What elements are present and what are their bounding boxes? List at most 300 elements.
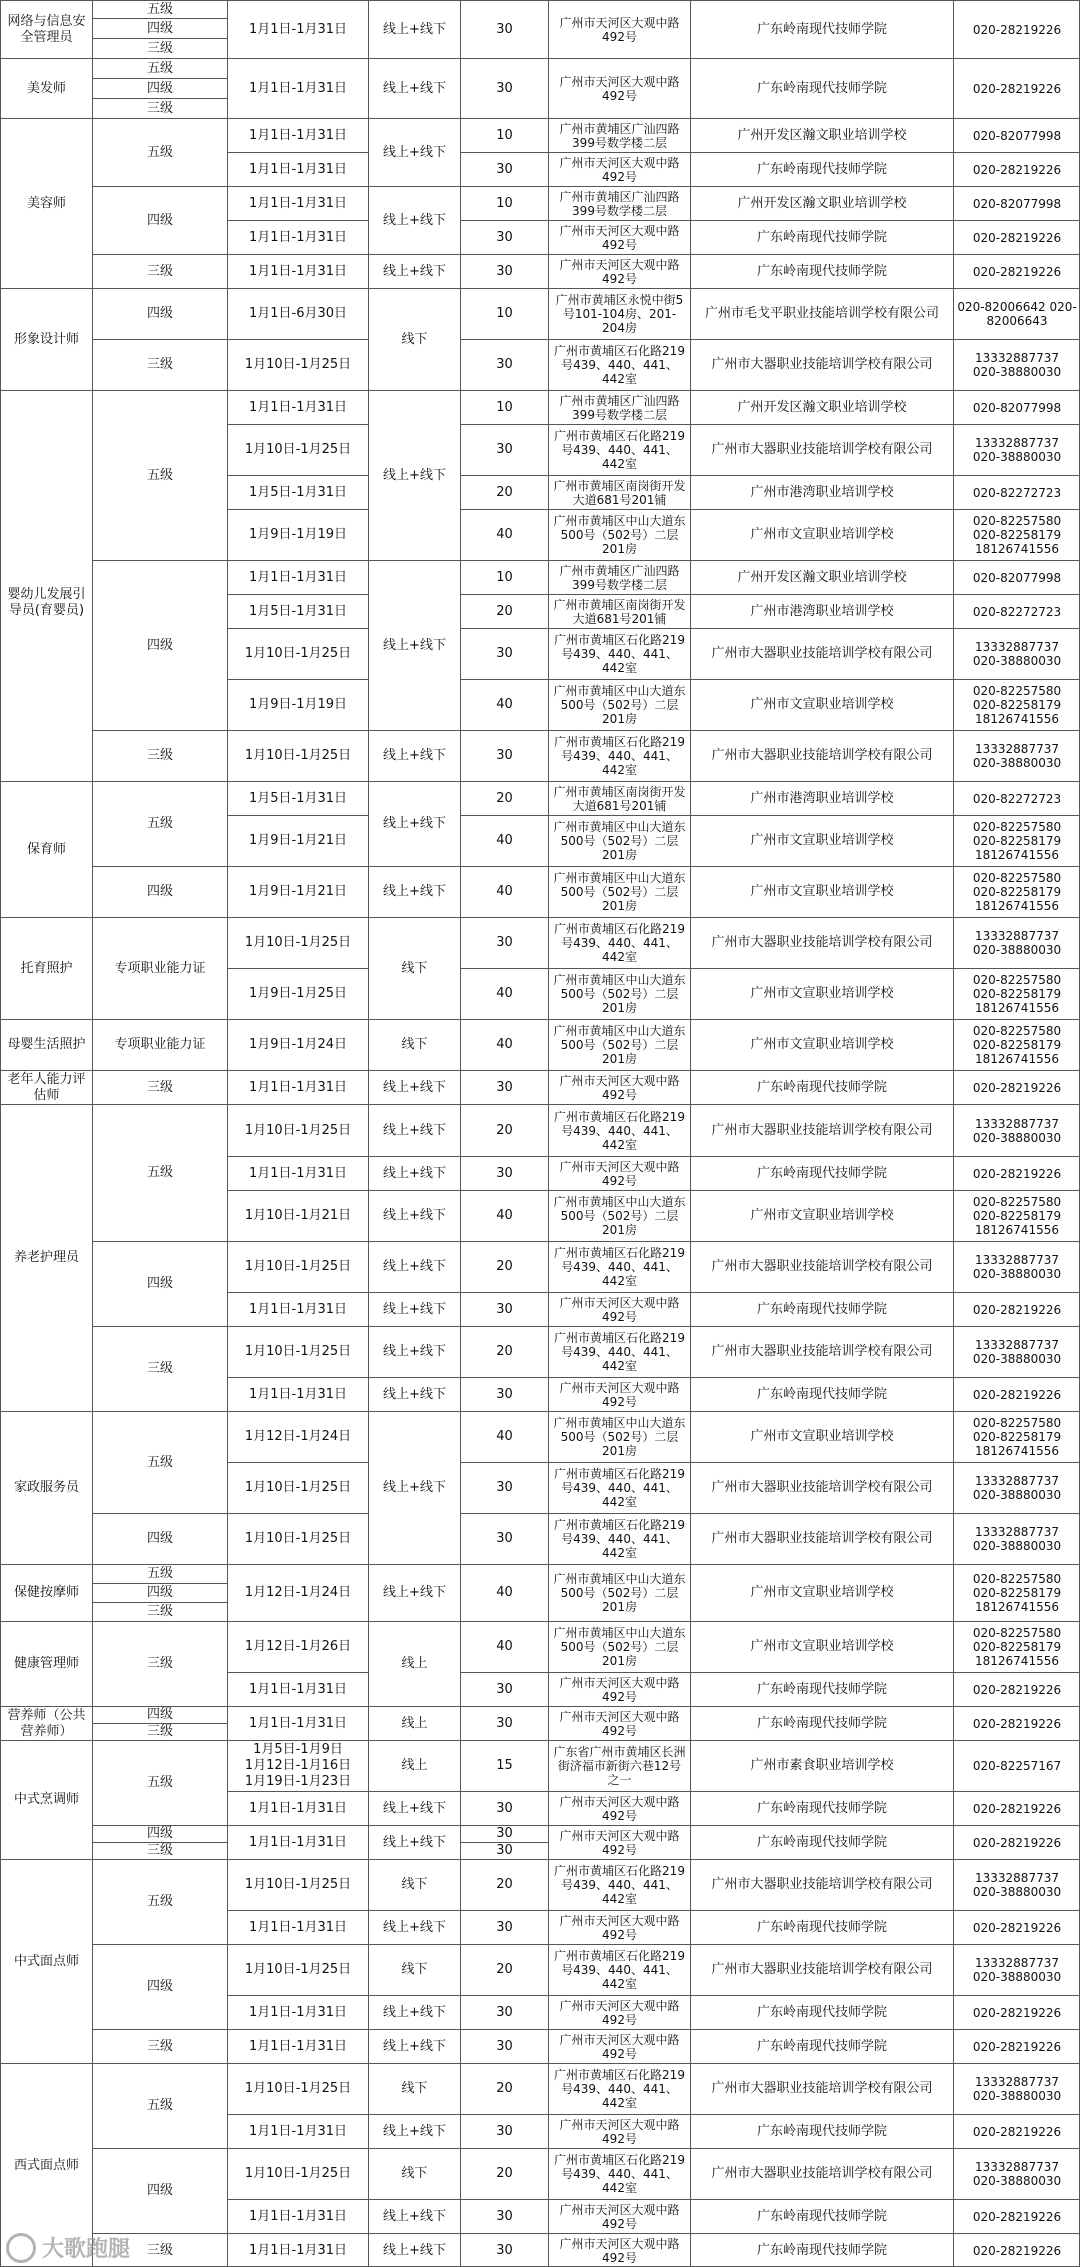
- level-cell: 三级: [92, 1621, 227, 1706]
- phone-cell: 020-82257580 020-82258179 18126741556: [953, 509, 1080, 560]
- training-mode-cell: 线上+线下: [368, 1326, 460, 1377]
- address-cell: 广州市黄埔区石化路219号439、440、441、442室: [548, 1944, 690, 1995]
- phone-cell: 13332887737 020-38880030: [953, 1104, 1080, 1156]
- address-cell: 广州市黄埔区石化路219号439、440、441、442室: [548, 628, 690, 679]
- institution-cell: 广州市大器职业技能培训学校有限公司: [690, 2148, 953, 2199]
- level-cell: 五级: [92, 118, 227, 186]
- institution-cell: 广东岭南现代技师学院: [690, 1706, 953, 1740]
- institution-cell: 广州市大器职业技能培训学校有限公司: [690, 1513, 953, 1564]
- training-period-cell: 1月1日-1月31日: [227, 1825, 368, 1859]
- training-period-cell: 1月10日-1月25日: [227, 730, 368, 781]
- training-period-cell: 1月10日-1月25日: [227, 339, 368, 390]
- class-size-cell: 30: [460, 220, 548, 254]
- occupation-cell: 营养师（公共营养师）: [0, 1706, 92, 1740]
- institution-cell: 广州市文宣职业培训学校: [690, 1019, 953, 1070]
- level-cell: 三级: [92, 1723, 227, 1740]
- class-size-cell: 10: [460, 560, 548, 594]
- level-cell: 专项职业能力证: [92, 917, 227, 1019]
- phone-cell: 020-28219226: [953, 2233, 1080, 2267]
- phone-cell: 020-28219226: [953, 2029, 1080, 2063]
- training-mode-cell: 线上+线下: [368, 0, 460, 58]
- training-mode-cell: 线下: [368, 1019, 460, 1070]
- level-cell: 四级: [92, 560, 227, 730]
- training-period-cell: 1月9日-1月24日: [227, 1019, 368, 1070]
- phone-cell: 13332887737 020-38880030: [953, 1326, 1080, 1377]
- class-size-cell: 30: [460, 1791, 548, 1825]
- training-period-cell: 1月1日-1月31日: [227, 1377, 368, 1411]
- level-cell: 四级: [92, 1241, 227, 1326]
- level-cell: 专项职业能力证: [92, 1019, 227, 1070]
- level-cell: 三级: [92, 339, 227, 390]
- address-cell: 广州市天河区大观中路492号: [548, 220, 690, 254]
- class-size-cell: 30: [460, 2199, 548, 2233]
- level-cell: 三级: [92, 254, 227, 288]
- training-mode-cell: 线上: [368, 1706, 460, 1740]
- training-period-cell: 1月1日-1月31日: [227, 1292, 368, 1326]
- class-size-cell: 30: [460, 0, 548, 58]
- class-size-cell: 30: [460, 1292, 548, 1326]
- institution-cell: 广州开发区瀚文职业培训学校: [690, 390, 953, 424]
- training-mode-cell: 线上: [368, 1740, 460, 1791]
- phone-cell: 020-28219226: [953, 1791, 1080, 1825]
- address-cell: 广州市黄埔区中山大道东500号（502号）二层201房: [548, 968, 690, 1019]
- training-period-cell: 1月10日-1月25日: [227, 1326, 368, 1377]
- training-period-cell: 1月10日-1月25日: [227, 1513, 368, 1564]
- address-cell: 广州市天河区大观中路492号: [548, 2199, 690, 2233]
- training-period-cell: 1月1日-1月31日: [227, 254, 368, 288]
- address-cell: 广州市黄埔区石化路219号439、440、441、442室: [548, 1326, 690, 1377]
- training-period-cell: 1月1日-1月31日: [227, 560, 368, 594]
- training-mode-cell: 线下: [368, 917, 460, 1019]
- training-period-cell: 1月1日-1月31日: [227, 0, 368, 58]
- phone-cell: 020-82077998: [953, 560, 1080, 594]
- address-cell: 广州市黄埔区中山大道东500号（502号）二层201房: [548, 1564, 690, 1621]
- address-cell: 广州市黄埔区中山大道东500号（502号）二层201房: [548, 815, 690, 866]
- level-cell: 四级: [92, 1944, 227, 2029]
- training-period-cell: 1月10日-1月25日: [227, 1859, 368, 1910]
- phone-cell: 020-82272723: [953, 594, 1080, 628]
- training-mode-cell: 线上+线下: [368, 866, 460, 917]
- phone-cell: 13332887737 020-38880030: [953, 339, 1080, 390]
- training-mode-cell: 线上+线下: [368, 118, 460, 186]
- training-mode-cell: 线上+线下: [368, 1070, 460, 1104]
- phone-cell: 020-82257580 020-82258179 18126741556: [953, 1411, 1080, 1462]
- phone-cell: 020-82257580 020-82258179 18126741556: [953, 1621, 1080, 1672]
- institution-cell: 广东岭南现代技师学院: [690, 220, 953, 254]
- phone-cell: 020-28219226: [953, 152, 1080, 186]
- class-size-cell: 40: [460, 1019, 548, 1070]
- training-period-cell: 1月1日-1月31日: [227, 1070, 368, 1104]
- level-cell: 三级: [92, 2233, 227, 2267]
- address-cell: 广州市天河区大观中路492号: [548, 1825, 690, 1859]
- address-cell: 广州市黄埔区中山大道东500号（502号）二层201房: [548, 866, 690, 917]
- phone-cell: 020-28219226: [953, 0, 1080, 58]
- class-size-cell: 30: [460, 339, 548, 390]
- training-period-cell: 1月10日-1月25日: [227, 1944, 368, 1995]
- class-size-cell: 30: [460, 2114, 548, 2148]
- training-period-cell: 1月1日-1月31日: [227, 118, 368, 152]
- address-cell: 广州市黄埔区中山大道东500号（502号）二层201房: [548, 679, 690, 730]
- occupation-cell: 托育照护: [0, 917, 92, 1019]
- occupation-cell: 老年人能力评估师: [0, 1070, 92, 1104]
- level-cell: 五级: [92, 1740, 227, 1825]
- training-period-cell: 1月1日-1月31日: [227, 2233, 368, 2267]
- institution-cell: 广州市大器职业技能培训学校有限公司: [690, 1104, 953, 1156]
- institution-cell: 广东岭南现代技师学院: [690, 1377, 953, 1411]
- training-period-cell: 1月10日-1月25日: [227, 424, 368, 475]
- training-period-cell: 1月10日-1月25日: [227, 1241, 368, 1292]
- training-mode-cell: 线下: [368, 288, 460, 390]
- training-mode-cell: 线上+线下: [368, 390, 460, 560]
- address-cell: 广州市黄埔区广汕四路399号数学楼二层: [548, 118, 690, 152]
- address-cell: 广州市黄埔区石化路219号439、440、441、442室: [548, 1462, 690, 1513]
- training-mode-cell: 线上+线下: [368, 560, 460, 730]
- level-cell: 五级: [92, 0, 227, 18]
- training-period-cell: 1月10日-1月25日: [227, 628, 368, 679]
- class-size-cell: 40: [460, 1411, 548, 1462]
- class-size-cell: 30: [460, 1910, 548, 1944]
- institution-cell: 广东岭南现代技师学院: [690, 2233, 953, 2267]
- training-period-cell: 1月10日-1月25日: [227, 2063, 368, 2114]
- training-mode-cell: 线上+线下: [368, 1190, 460, 1241]
- institution-cell: 广东岭南现代技师学院: [690, 1995, 953, 2029]
- phone-cell: 020-82257580 020-82258179 18126741556: [953, 679, 1080, 730]
- class-size-cell: 30: [460, 1070, 548, 1104]
- training-mode-cell: 线上+线下: [368, 730, 460, 781]
- phone-cell: 13332887737 020-38880030: [953, 1241, 1080, 1292]
- training-mode-cell: 线上+线下: [368, 1377, 460, 1411]
- class-size-cell: 40: [460, 1621, 548, 1672]
- class-size-cell: 30: [460, 1995, 548, 2029]
- occupation-cell: 保健按摩师: [0, 1564, 92, 1621]
- occupation-cell: 健康管理师: [0, 1621, 92, 1706]
- institution-cell: 广东岭南现代技师学院: [690, 0, 953, 58]
- level-cell: 三级: [92, 1842, 227, 1859]
- institution-cell: 广州市大器职业技能培训学校有限公司: [690, 1944, 953, 1995]
- address-cell: 广州市天河区大观中路492号: [548, 1156, 690, 1190]
- institution-cell: 广州市文宣职业培训学校: [690, 1621, 953, 1672]
- level-cell: 四级: [92, 1583, 227, 1602]
- level-cell: 四级: [92, 288, 227, 339]
- class-size-cell: 20: [460, 2148, 548, 2199]
- training-period-cell: 1月1日-1月31日: [227, 1791, 368, 1825]
- address-cell: 广州市黄埔区中山大道东500号（502号）二层201房: [548, 1411, 690, 1462]
- institution-cell: 广东岭南现代技师学院: [690, 254, 953, 288]
- phone-cell: 020-28219226: [953, 254, 1080, 288]
- address-cell: 广州市黄埔区南岗街开发大道681号201铺: [548, 594, 690, 628]
- institution-cell: 广东岭南现代技师学院: [690, 152, 953, 186]
- address-cell: 广州市黄埔区石化路219号439、440、441、442室: [548, 339, 690, 390]
- occupation-cell: 形象设计师: [0, 288, 92, 390]
- training-period-cell: 1月9日-1月21日: [227, 815, 368, 866]
- level-cell: 四级: [92, 186, 227, 254]
- training-period-cell: 1月1日-1月31日: [227, 2114, 368, 2148]
- training-mode-cell: 线上: [368, 1621, 460, 1706]
- level-cell: 四级: [92, 1513, 227, 1564]
- training-mode-cell: 线上+线下: [368, 1411, 460, 1564]
- institution-cell: 广州市港湾职业培训学校: [690, 594, 953, 628]
- level-cell: 四级: [92, 866, 227, 917]
- institution-cell: 广东岭南现代技师学院: [690, 2029, 953, 2063]
- address-cell: 广州市黄埔区广汕四路399号数学楼二层: [548, 186, 690, 220]
- class-size-cell: 40: [460, 815, 548, 866]
- institution-cell: 广州市大器职业技能培训学校有限公司: [690, 917, 953, 968]
- occupation-cell: 中式面点师: [0, 1859, 92, 2063]
- occupation-cell: 西式面点师: [0, 2063, 92, 2267]
- phone-cell: 020-82077998: [953, 390, 1080, 424]
- institution-cell: 广东岭南现代技师学院: [690, 1672, 953, 1706]
- training-mode-cell: 线上+线下: [368, 186, 460, 254]
- training-mode-cell: 线上+线下: [368, 1156, 460, 1190]
- occupation-cell: 网络与信息安全管理员: [0, 0, 92, 58]
- address-cell: 广州市黄埔区石化路219号439、440、441、442室: [548, 424, 690, 475]
- address-cell: 广州市黄埔区永悦中街5号101-104房、201-204房: [548, 288, 690, 339]
- training-period-cell: 1月9日-1月25日: [227, 968, 368, 1019]
- class-size-cell: 30: [460, 424, 548, 475]
- phone-cell: 020-28219226: [953, 1995, 1080, 2029]
- training-period-cell: 1月1日-1月31日: [227, 58, 368, 118]
- phone-cell: 020-82006642 020-82006643: [953, 288, 1080, 339]
- class-size-cell: 20: [460, 1944, 548, 1995]
- address-cell: 广州市黄埔区中山大道东500号（502号）二层201房: [548, 1621, 690, 1672]
- institution-cell: 广州市大器职业技能培训学校有限公司: [690, 1462, 953, 1513]
- training-period-cell: 1月9日-1月21日: [227, 866, 368, 917]
- class-size-cell: 10: [460, 288, 548, 339]
- phone-cell: 020-82257580 020-82258179 18126741556: [953, 1564, 1080, 1621]
- address-cell: 广州市黄埔区中山大道东500号（502号）二层201房: [548, 1019, 690, 1070]
- phone-cell: 020-82257167: [953, 1740, 1080, 1791]
- level-cell: 五级: [92, 1104, 227, 1241]
- training-mode-cell: 线上+线下: [368, 1825, 460, 1859]
- address-cell: 广州市黄埔区南岗街开发大道681号201铺: [548, 475, 690, 509]
- phone-cell: 020-28219226: [953, 1377, 1080, 1411]
- training-period-cell: 1月5日-1月31日: [227, 475, 368, 509]
- training-period-cell: 1月1日-6月30日: [227, 288, 368, 339]
- training-mode-cell: 线上+线下: [368, 254, 460, 288]
- phone-cell: 020-82077998: [953, 186, 1080, 220]
- phone-cell: 13332887737 020-38880030: [953, 2063, 1080, 2114]
- class-size-cell: 30: [460, 2233, 548, 2267]
- address-cell: 广州市天河区大观中路492号: [548, 2029, 690, 2063]
- level-cell: 三级: [92, 98, 227, 118]
- training-period-cell: 1月1日-1月31日: [227, 152, 368, 186]
- training-mode-cell: 线下: [368, 1859, 460, 1910]
- phone-cell: 020-28219226: [953, 1070, 1080, 1104]
- level-cell: 四级: [92, 18, 227, 38]
- institution-cell: 广州市文宣职业培训学校: [690, 679, 953, 730]
- swirl-logo-icon: [6, 2233, 36, 2263]
- training-mode-cell: 线上+线下: [368, 781, 460, 866]
- training-period-cell: 1月10日-1月25日: [227, 2148, 368, 2199]
- phone-cell: 13332887737 020-38880030: [953, 628, 1080, 679]
- address-cell: 广州市天河区大观中路492号: [548, 254, 690, 288]
- class-size-cell: 40: [460, 1190, 548, 1241]
- training-mode-cell: 线上+线下: [368, 1910, 460, 1944]
- institution-cell: 广州市文宣职业培训学校: [690, 968, 953, 1019]
- address-cell: 广州市天河区大观中路492号: [548, 152, 690, 186]
- class-size-cell: 10: [460, 118, 548, 152]
- class-size-cell: 30: [460, 152, 548, 186]
- address-cell: 广州市天河区大观中路492号: [548, 1377, 690, 1411]
- institution-cell: 广州市港湾职业培训学校: [690, 475, 953, 509]
- level-cell: 五级: [92, 1411, 227, 1513]
- address-cell: 广州市黄埔区石化路219号439、440、441、442室: [548, 1513, 690, 1564]
- institution-cell: 广东岭南现代技师学院: [690, 58, 953, 118]
- address-cell: 广州市天河区大观中路492号: [548, 1995, 690, 2029]
- address-cell: 广州市黄埔区石化路219号439、440、441、442室: [548, 2063, 690, 2114]
- class-size-cell: 30: [460, 1513, 548, 1564]
- class-size-cell: 20: [460, 2063, 548, 2114]
- training-period-cell: 1月9日-1月19日: [227, 679, 368, 730]
- institution-cell: 广州市港湾职业培训学校: [690, 781, 953, 815]
- training-mode-cell: 线下: [368, 2063, 460, 2114]
- watermark: [6, 2232, 130, 2263]
- class-size-cell: 20: [460, 1326, 548, 1377]
- phone-cell: 020-28219226: [953, 2199, 1080, 2233]
- training-period-cell: 1月1日-1月31日: [227, 1995, 368, 2029]
- level-cell: 四级: [92, 2148, 227, 2233]
- phone-cell: 020-82257580 020-82258179 18126741556: [953, 1190, 1080, 1241]
- institution-cell: 广州开发区瀚文职业培训学校: [690, 560, 953, 594]
- class-size-cell: 20: [460, 1859, 548, 1910]
- phone-cell: 13332887737 020-38880030: [953, 2148, 1080, 2199]
- class-size-cell: 30: [460, 1156, 548, 1190]
- training-mode-cell: 线上+线下: [368, 2233, 460, 2267]
- phone-cell: 13332887737 020-38880030: [953, 1944, 1080, 1995]
- class-size-cell: 30: [460, 1462, 548, 1513]
- institution-cell: 广州市大器职业技能培训学校有限公司: [690, 1241, 953, 1292]
- institution-cell: 广州市大器职业技能培训学校有限公司: [690, 339, 953, 390]
- address-cell: 广州市天河区大观中路492号: [548, 2233, 690, 2267]
- phone-cell: 13332887737 020-38880030: [953, 1513, 1080, 1564]
- occupation-cell: 美发师: [0, 58, 92, 118]
- training-period-cell: 1月9日-1月19日: [227, 509, 368, 560]
- phone-cell: 13332887737 020-38880030: [953, 424, 1080, 475]
- class-size-cell: 30: [460, 1842, 548, 1859]
- level-cell: 四级: [92, 78, 227, 98]
- occupation-cell: 保育师: [0, 781, 92, 917]
- class-size-cell: 30: [460, 1672, 548, 1706]
- training-period-cell: 1月1日-1月31日: [227, 2029, 368, 2063]
- institution-cell: 广州市素食职业培训学校: [690, 1740, 953, 1791]
- class-size-cell: 30: [460, 628, 548, 679]
- class-size-cell: 20: [460, 594, 548, 628]
- phone-cell: 020-28219226: [953, 1825, 1080, 1859]
- class-size-cell: 20: [460, 1241, 548, 1292]
- phone-cell: 13332887737 020-38880030: [953, 917, 1080, 968]
- address-cell: 广州市天河区大观中路492号: [548, 1070, 690, 1104]
- class-size-cell: 20: [460, 781, 548, 815]
- address-cell: 广州市天河区大观中路492号: [548, 2114, 690, 2148]
- institution-cell: 广东岭南现代技师学院: [690, 1791, 953, 1825]
- class-size-cell: 30: [460, 917, 548, 968]
- training-period-cell: 1月10日-1月25日: [227, 1104, 368, 1156]
- training-period-cell: 1月10日-1月25日: [227, 1462, 368, 1513]
- occupation-cell: 婴幼儿发展引导员(育婴员): [0, 390, 92, 815]
- watermark-text: 大歌跑腿: [42, 2237, 131, 2262]
- address-cell: 广州市黄埔区中山大道东500号（502号）二层201房: [548, 1190, 690, 1241]
- level-cell: 五级: [92, 1859, 227, 1944]
- address-cell: 广州市黄埔区石化路219号439、440、441、442室: [548, 1104, 690, 1156]
- phone-cell: 13332887737 020-38880030: [953, 1859, 1080, 1910]
- training-mode-cell: 线上+线下: [368, 58, 460, 118]
- occupation-cell: 美容师: [0, 118, 92, 288]
- phone-cell: 020-28219226: [953, 1156, 1080, 1190]
- phone-cell: 020-82257580 020-82258179 18126741556: [953, 968, 1080, 1019]
- training-mode-cell: 线上+线下: [368, 1241, 460, 1292]
- institution-cell: 广州市文宣职业培训学校: [690, 1564, 953, 1621]
- phone-cell: 020-28219226: [953, 220, 1080, 254]
- level-cell: 四级: [92, 1706, 227, 1723]
- address-cell: 广州市黄埔区石化路219号439、440、441、442室: [548, 2148, 690, 2199]
- training-period-cell: 1月1日-1月31日: [227, 186, 368, 220]
- institution-cell: 广东岭南现代技师学院: [690, 2199, 953, 2233]
- training-period-cell: 1月1日-1月31日: [227, 1910, 368, 1944]
- level-cell: 五级: [92, 781, 227, 866]
- address-cell: 广州市天河区大观中路492号: [548, 1672, 690, 1706]
- phone-cell: 020-82257580 020-82258179 18126741556: [953, 815, 1080, 866]
- training-mode-cell: 线上+线下: [368, 1104, 460, 1156]
- training-period-cell: 1月1日-1月31日: [227, 1156, 368, 1190]
- institution-cell: 广东岭南现代技师学院: [690, 1825, 953, 1859]
- address-cell: 广州市黄埔区广汕四路399号数学楼二层: [548, 390, 690, 424]
- training-period-cell: 1月12日-1月26日: [227, 1621, 368, 1672]
- training-mode-cell: 线上+线下: [368, 1292, 460, 1326]
- class-size-cell: 30: [460, 730, 548, 781]
- class-size-cell: 30: [460, 2029, 548, 2063]
- class-size-cell: 40: [460, 509, 548, 560]
- institution-cell: 广州开发区瀚文职业培训学校: [690, 118, 953, 152]
- class-size-cell: 40: [460, 1564, 548, 1621]
- address-cell: 广州市黄埔区中山大道东500号（502号）二层201房: [548, 509, 690, 560]
- class-size-cell: 30: [460, 1706, 548, 1740]
- occupation-cell: 中式烹调师: [0, 1740, 92, 1859]
- training-mode-cell: 线上+线下: [368, 1564, 460, 1621]
- occupation-cell: 家政服务员: [0, 1411, 92, 1564]
- training-period-cell: 1月12日-1月24日: [227, 1411, 368, 1462]
- training-mode-cell: 线上+线下: [368, 1791, 460, 1825]
- training-mode-cell: 线下: [368, 2148, 460, 2199]
- class-size-cell: 40: [460, 968, 548, 1019]
- level-cell: 三级: [92, 1326, 227, 1411]
- class-size-cell: 30: [460, 254, 548, 288]
- address-cell: 广州市黄埔区南岗街开发大道681号201铺: [548, 781, 690, 815]
- institution-cell: 广东岭南现代技师学院: [690, 1070, 953, 1104]
- institution-cell: 广州市大器职业技能培训学校有限公司: [690, 1326, 953, 1377]
- training-period-cell: 1月5日-1月9日 1月12日-1月16日 1月19日-1月23日: [227, 1740, 368, 1791]
- level-cell: 五级: [92, 58, 227, 78]
- training-period-cell: 1月10日-1月21日: [227, 1190, 368, 1241]
- training-period-cell: 1月1日-1月31日: [227, 390, 368, 424]
- institution-cell: 广州市文宣职业培训学校: [690, 1411, 953, 1462]
- institution-cell: 广州市文宣职业培训学校: [690, 866, 953, 917]
- phone-cell: 020-28219226: [953, 1672, 1080, 1706]
- occupation-cell: 母婴生活照护: [0, 1019, 92, 1070]
- institution-cell: 广州市大器职业技能培训学校有限公司: [690, 730, 953, 781]
- institution-cell: 广州市大器职业技能培训学校有限公司: [690, 628, 953, 679]
- class-size-cell: 10: [460, 186, 548, 220]
- institution-cell: 广州市文宣职业培训学校: [690, 1190, 953, 1241]
- occupation-cell: 养老护理员: [0, 1104, 92, 1411]
- level-cell: 四级: [92, 1825, 227, 1842]
- phone-cell: 020-28219226: [953, 2114, 1080, 2148]
- phone-cell: 020-82077998: [953, 118, 1080, 152]
- training-period-cell: 1月10日-1月25日: [227, 917, 368, 968]
- training-mode-cell: 线上+线下: [368, 2029, 460, 2063]
- address-cell: 广州市黄埔区石化路219号439、440、441、442室: [548, 917, 690, 968]
- address-cell: 广东省广州市黄埔区长洲街济福市新街六巷12号之一: [548, 1740, 690, 1791]
- address-cell: 广州市天河区大观中路492号: [548, 1706, 690, 1740]
